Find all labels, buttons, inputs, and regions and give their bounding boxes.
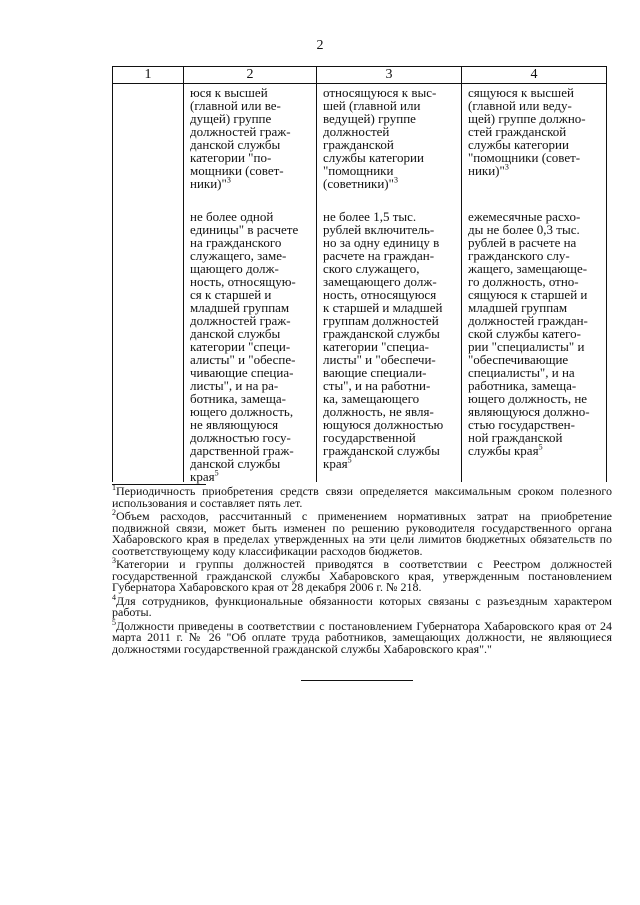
- table-header-row: [112, 66, 607, 84]
- table-body: [112, 84, 607, 482]
- column-4-cell: [462, 84, 606, 482]
- footnote-5: $^5$Должности приведены в соответствии с постановлением Губернатора Хабаровского края от 24 марта 2011 г. № 26 "Об оплате труда работников, замещающих должности, не являющиеся должностями государственной гражданской службы Хабаровского края".": [112, 617, 612, 656]
- col2-block1: юся к высшей (главной или ве- дущей) группе должностей граж- данской службы категории "по- мощники (совет- ники)"$^3$: [190, 85, 291, 191]
- footnote-2: $^2$Объем расходов, рассчитанный с применением нормативных затрат на приобретение подвижной связи, может быть изменен по решению руководителя государственного органа Хабаровского края в пределах утвержденных на эти цели лимитов бюджетных обязательств по соответствующему коду классификации расходов бюджетов.: [112, 508, 612, 558]
- col2-block2: не более одной единицы" в расчете на гражданского служащего, заме- щающего долж- ность, относящую- ся к старшей и младшей группам должностей граж- данской службы категории "специ- алисты" и "обеспе- чивающие специа- листы", и на ра- ботника, замеща- ющего должность, не являющуюся должностью госу- дарственной граж- данской службы края$^5$: [190, 209, 299, 484]
- footnote-3: $^3$Категории и группы должностей приводятся в соответствии с Реестром должностей государственной гражданской службы Хабаровского края, утвержденным постановлением Губернатора Хабаровского края от 28 декабря 2006 г. № 218.: [112, 556, 612, 594]
- footnote-1: $^1$Периодичность приобретения средств связи определяется максимальным сроком полезного использования и составляет пять лет.: [112, 483, 612, 510]
- col4-block1: сящуюся к высшей (главной или веду- щей) группе должно- стей гражданской службы категории "помощники (совет- ники)"$^3$: [468, 85, 586, 178]
- footnote-4: $^4$Для сотрудников, функциональные обязанности которых связаны с разъездным характером работы.: [112, 592, 612, 619]
- costs-table: [112, 66, 607, 482]
- col3-block2: не более 1,5 тыс. рублей включитель- но за одну единицу в расчете на граждан- ского служащего, замещающего долж- ность, относящуюся к старшей и младшей группам должностей гражданской службы категории "специа- листы" и "обеспечи- вающие специали- сты", и на работни- ка, замещающего должность, не явля- ющуюся должностью государственной гражданской службы края$^5$: [323, 209, 444, 471]
- column-header-2: 2: [184, 67, 317, 83]
- column-1-cell: [113, 84, 184, 482]
- footnotes: [112, 483, 612, 657]
- col3-block1: относящуюся к выс- шей (главной или ведущей) группе должностей гражданской службы категории "помощники (советники)"$^3$: [323, 85, 437, 191]
- page-number: 2: [316, 38, 324, 53]
- column-header-1: 1: [113, 67, 184, 83]
- col4-block2: ежемесячные расхо- ды не более 0,3 тыс. рублей в расчете на гражданского слу- жащего, замещающе- го должность, отно- сящуюся к старшей и младшей группам должностей граждан- ской службы катего- рии "специалисты" и "обеспечивающие специалисты", и на работника, замеща- ющего должность, не являющуюся должно- стью государствен- ной гражданской службы края$^5$: [468, 209, 590, 458]
- column-header-4: 4: [530, 67, 538, 82]
- column-3-cell: [317, 84, 462, 482]
- column-2-cell: [184, 84, 317, 482]
- column-header-3: 3: [317, 67, 462, 83]
- end-divider: [301, 680, 413, 681]
